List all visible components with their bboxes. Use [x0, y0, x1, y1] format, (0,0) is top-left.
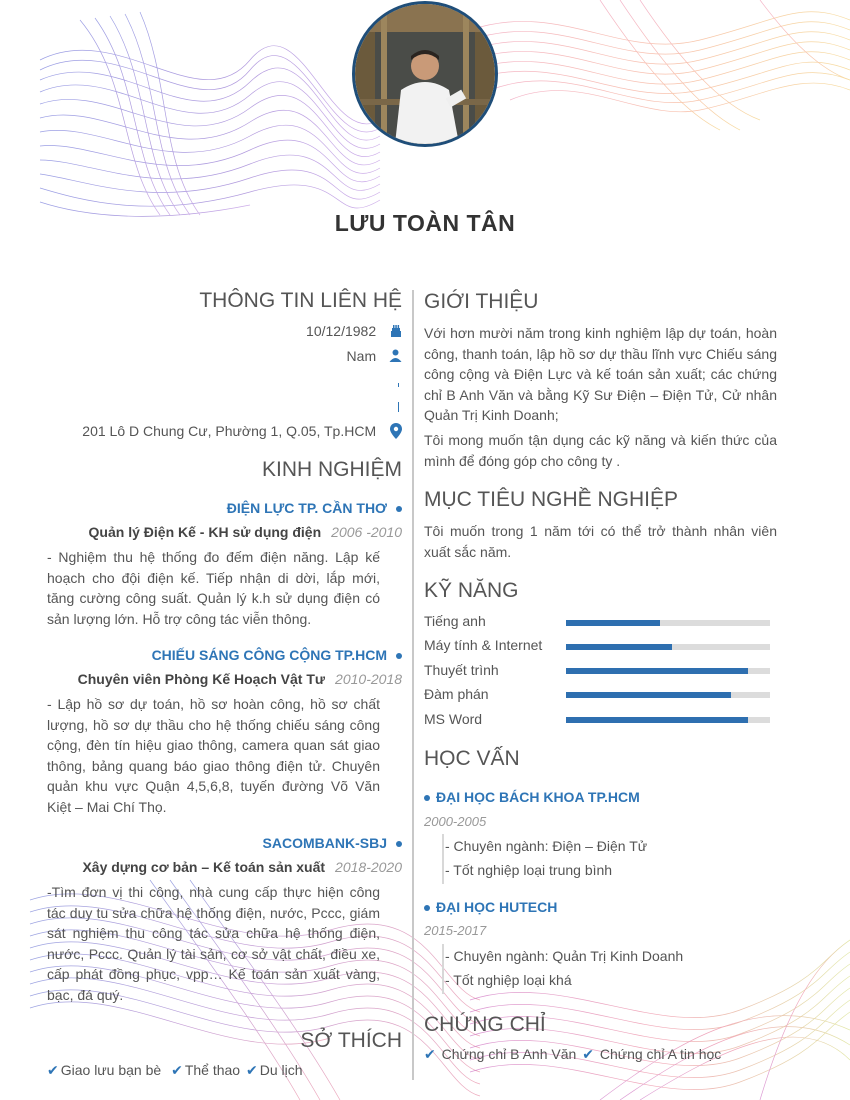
user-icon	[386, 349, 402, 365]
role-years: 2010-2018	[335, 671, 402, 687]
experience-heading: KINH NGHIỆM	[261, 458, 402, 481]
bullet-dot	[396, 653, 402, 659]
intro-paragraph-2: Tôi mong muốn tận dụng các kỹ năng và kiến thức của mình để đóng góp cho công ty .	[424, 432, 777, 469]
skill-bar-track	[566, 668, 770, 674]
education-detail: - Tốt nghiệp loại khá	[445, 972, 572, 988]
avatar	[352, 1, 498, 147]
education-years: 2000-2005	[424, 814, 487, 829]
bullet-dot	[396, 506, 402, 512]
goal-heading: MỤC TIÊU NGHỀ NGHIỆP	[424, 488, 678, 511]
portrait-photo	[355, 4, 495, 144]
experience-description: -Tìm đơn vị thi công, nhà cung cấp thực hiện công tác duy tu sửa chữa hệ thống điện, nước, Pccc, giám sát nghiệm thu công tác sửa chữa hệ thống điện, nước, Pccc. Quản lý tài sản, cơ sở vật chất, điều xe, cấp phát đồng phục, vpp… Kế toán sản xuất vàng, bạc, đá quý.	[47, 884, 380, 1003]
map-pin-icon	[386, 423, 402, 442]
role-title: Xây dựng cơ bản – Kế toán sản xuất	[82, 859, 326, 875]
education-years: 2015-2017	[424, 923, 487, 938]
education-timeline-line	[442, 944, 444, 994]
experience-role	[82, 859, 402, 875]
email-icon	[398, 402, 399, 412]
skill-label: Đàm phán	[424, 686, 489, 702]
education-timeline-line	[442, 834, 444, 884]
intro-heading: GIỚI THIỆU	[424, 290, 539, 313]
contact-address-row	[82, 423, 402, 442]
skill-bar-fill	[566, 692, 731, 698]
bullet-dot	[424, 795, 430, 801]
check-icon: ✔	[245, 1062, 258, 1078]
certificate-item: Chứng chỉ B Anh Văn	[441, 1046, 577, 1062]
experience-role	[89, 524, 402, 540]
certificates-heading: CHỨNG CHỈ	[424, 1013, 546, 1036]
skill-bar-track	[566, 717, 770, 723]
hobby-item: Giao lưu bạn bè	[60, 1062, 162, 1078]
check-icon: ✔	[47, 1062, 59, 1078]
experience-description: - Lập hồ sơ dự toán, hồ sơ hoàn công, hồ sơ chất lượng, hồ sơ dự thầu cho hệ thống chiếu sáng công cộng, đèn tín hiệu giao thông, camera quan sát giao thông, bảng quang báo giao thông điện tử. Chuyên quản khu vực Quận 4,5,6,8, tuyến đường Võ Văn Kiệt – Mai Chí Thọ.	[47, 696, 380, 815]
hobby-item: Thể thao	[184, 1062, 241, 1078]
phone-icon	[398, 383, 399, 387]
role-years: 2006 -2010	[331, 524, 402, 540]
education-detail: - Tốt nghiệp loại trung bình	[445, 862, 613, 878]
bullet-dot	[396, 841, 402, 847]
role-title: Chuyên viên Phòng Kế Hoạch Vật Tư	[77, 671, 326, 687]
skill-bar-fill	[566, 644, 672, 650]
certificates-list	[424, 1046, 721, 1063]
check-icon: ✔	[424, 1046, 436, 1062]
gender-value: Nam	[346, 348, 377, 364]
skill-label: Tiếng anh	[424, 613, 486, 629]
skill-bar-fill	[566, 717, 748, 723]
contact-gender-row	[347, 348, 402, 365]
goal-text: Tôi muốn trong 1 năm tới có thể trở thành nhân viên xuất sắc năm.	[424, 523, 777, 560]
certificate-item: Chứng chỉ A tin học	[599, 1046, 722, 1062]
education-school	[424, 789, 640, 805]
check-icon: ✔	[582, 1046, 594, 1062]
address-value: 201 Lô D Chung Cư, Phường 1, Q.05, Tp.HCM	[82, 423, 377, 440]
skill-bar-fill	[566, 668, 748, 674]
school-name: ĐẠI HỌC BÁCH KHOA TP.HCM	[436, 789, 640, 805]
experience-role	[78, 671, 402, 687]
cake-icon	[386, 324, 402, 341]
contact-birthday-row	[306, 323, 402, 341]
person-name: LƯU TOÀN TÂN	[334, 210, 516, 236]
experience-company	[263, 835, 402, 851]
education-detail: - Chuyên ngành: Quản Trị Kinh Doanh	[445, 948, 684, 964]
skills-heading: KỸ NĂNG	[424, 579, 519, 602]
bullet-dot	[424, 905, 430, 911]
role-title: Quản lý Điện Kế - KH sử dụng điện	[88, 524, 322, 540]
skill-bar-track	[566, 692, 770, 698]
skill-bar-track	[566, 620, 770, 626]
skill-bar-track	[566, 644, 770, 650]
wave-top-left	[40, 12, 380, 216]
skill-label: Thuyết trình	[424, 662, 499, 678]
birthday-value: 10/12/1982	[306, 323, 377, 339]
wave-top-right	[470, 0, 850, 130]
hobbies-heading: SỞ THÍCH	[300, 1029, 402, 1052]
education-heading: HỌC VẤN	[424, 747, 520, 770]
education-school	[424, 899, 557, 915]
education-detail: - Chuyên ngành: Điện – Điện Tử	[445, 838, 648, 854]
company-name: CHIẾU SÁNG CÔNG CỘNG TP.HCM	[151, 647, 387, 663]
company-name: ĐIỆN LỰC TP. CẦN THƠ	[226, 500, 387, 516]
skill-bar-fill	[566, 620, 660, 626]
hobbies-list	[47, 1062, 303, 1079]
experience-company	[227, 500, 402, 516]
skill-label: Máy tính & Internet	[424, 637, 543, 653]
intro-paragraph-1: Với hơn mười năm trong kinh nghiệm lập dự toán, hoàn công, thanh toán, lập hồ sơ dự thầu lĩnh vực Chiếu sáng công cộng và Điện Lực và kế toán sản xuất; các chứng chỉ B Anh Văn và bằng Kỹ Sư Điện – Điện Tử, Cử nhân Quản Trị Kinh Doanh;	[424, 325, 777, 423]
experience-description: - Nghiệm thu hệ thống đo đếm điện năng. Lập kế hoạch cho đội điện kế. Tiếp nhận di dời, lắp mới, tăng cường công suất. Quản lý k.h sử dụng điện có sản lượng lớn. Hỗ trợ công tác viễn thông.	[47, 549, 380, 627]
column-divider	[412, 290, 414, 1080]
experience-company	[152, 647, 402, 663]
skill-label: MS Word	[424, 711, 483, 727]
school-name: ĐẠI HỌC HUTECH	[436, 899, 558, 915]
role-years: 2018-2020	[335, 859, 402, 875]
check-icon: ✔	[171, 1062, 183, 1078]
company-name: SACOMBANK-SBJ	[262, 835, 387, 851]
contact-heading: THÔNG TIN LIÊN HỆ	[199, 289, 402, 312]
hobby-item: Du lịch	[259, 1062, 303, 1078]
